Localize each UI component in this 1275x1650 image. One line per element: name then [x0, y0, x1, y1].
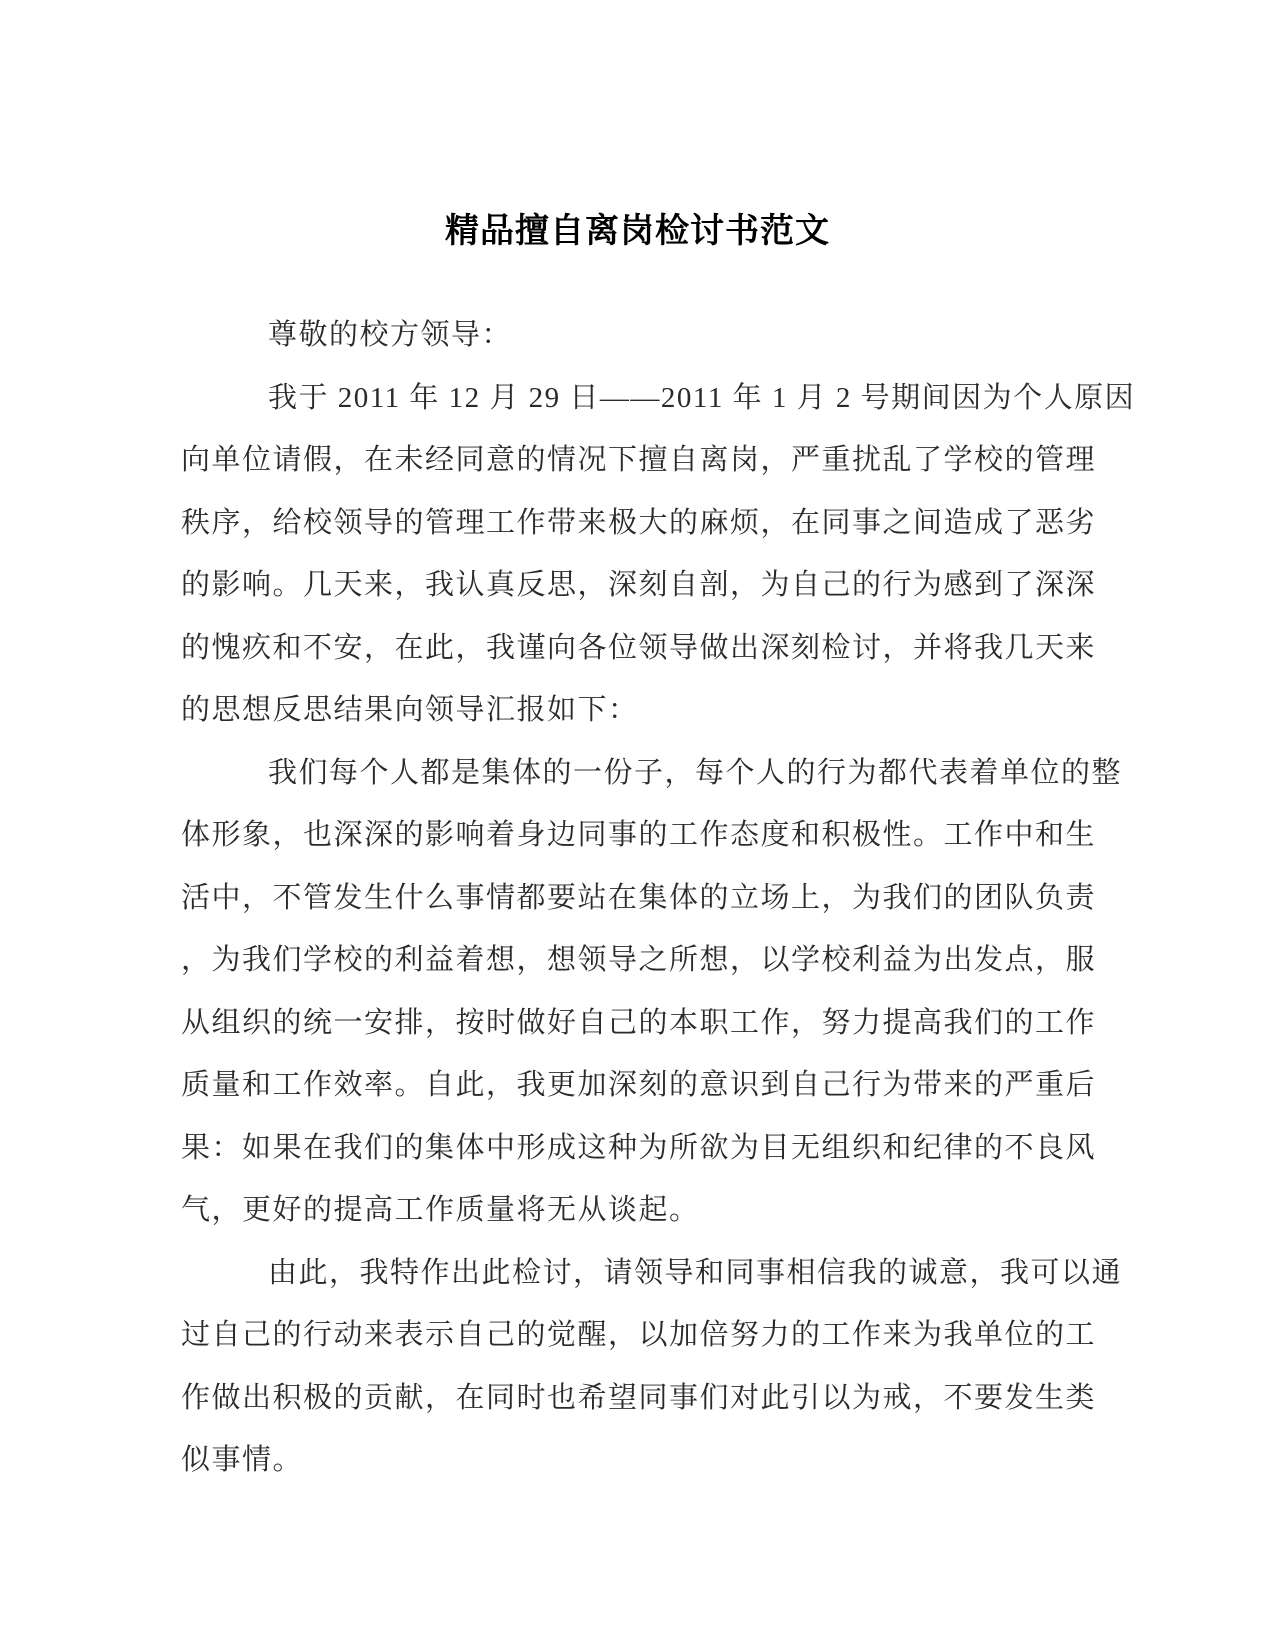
paragraph-1-line-1: 我于 2011 年 12 月 29 日——2011 年 1 月 2 号期间因为个人原因: [268, 381, 1136, 414]
paragraph-1-line-4: 的影响。几天来，我认真反思，深刻自剖，为自己的行为感到了深深: [181, 569, 1097, 601]
paragraph-1-line-6: 的思想反思结果向领导汇报如下：: [181, 694, 639, 726]
paragraph-1-line-3: 秩序，给校领导的管理工作带来极大的麻烦，在同事之间造成了恶劣: [181, 506, 1097, 539]
paragraph-2-line-3: 活中，不管发生什么事情都要站在集体的立场上，为我们的团队负责: [181, 881, 1097, 914]
paragraph-3-line-4: 似事情。: [181, 1444, 304, 1476]
document-title: 精品擅自离岗检讨书范文: [445, 212, 830, 250]
paragraph-1-line-5: 的愧疚和不安，在此，我谨向各位领导做出深刻检讨，并将我几天来: [181, 631, 1097, 664]
paragraph-2-line-4: ，为我们学校的利益着想，想领导之所想，以学校利益为出发点，服: [181, 944, 1097, 976]
paragraph-2-line-5: 从组织的统一安排，按时做好自己的本职工作，努力提高我们的工作: [181, 1006, 1097, 1039]
paragraph-3-line-2: 过自己的行动来表示自己的觉醒，以加倍努力的工作来为我单位的工: [181, 1319, 1097, 1351]
salutation-line: 尊敬的校方领导：: [268, 319, 513, 351]
paragraph-3-line-1: 由此，我特作出此检讨，请领导和同事相信我的诚意，我可以通: [268, 1256, 1123, 1289]
paragraph-2-line-6: 质量和工作效率。自此，我更加深刻的意识到自己行为带来的严重后: [181, 1069, 1097, 1101]
paragraph-3-line-3: 作做出积极的贡献，在同时也希望同事们对此引以为戒，不要发生类: [181, 1381, 1097, 1414]
paragraph-1-line-2: 向单位请假，在未经同意的情况下擅自离岗，严重扰乱了学校的管理: [181, 444, 1097, 476]
paragraph-2-line-1: 我们每个人都是集体的一份子，每个人的行为都代表着单位的整: [268, 756, 1123, 789]
paragraph-2-line-2: 体形象，也深深的影响着身边同事的工作态度和积极性。工作中和生: [181, 819, 1097, 851]
paragraph-2-line-7: 果：如果在我们的集体中形成这种为所欲为目无组织和纪律的不良风: [181, 1131, 1097, 1164]
document-body: [181, 304, 1136, 1492]
paragraph-2-line-8: 气，更好的提高工作质量将无从谈起。: [181, 1194, 700, 1226]
